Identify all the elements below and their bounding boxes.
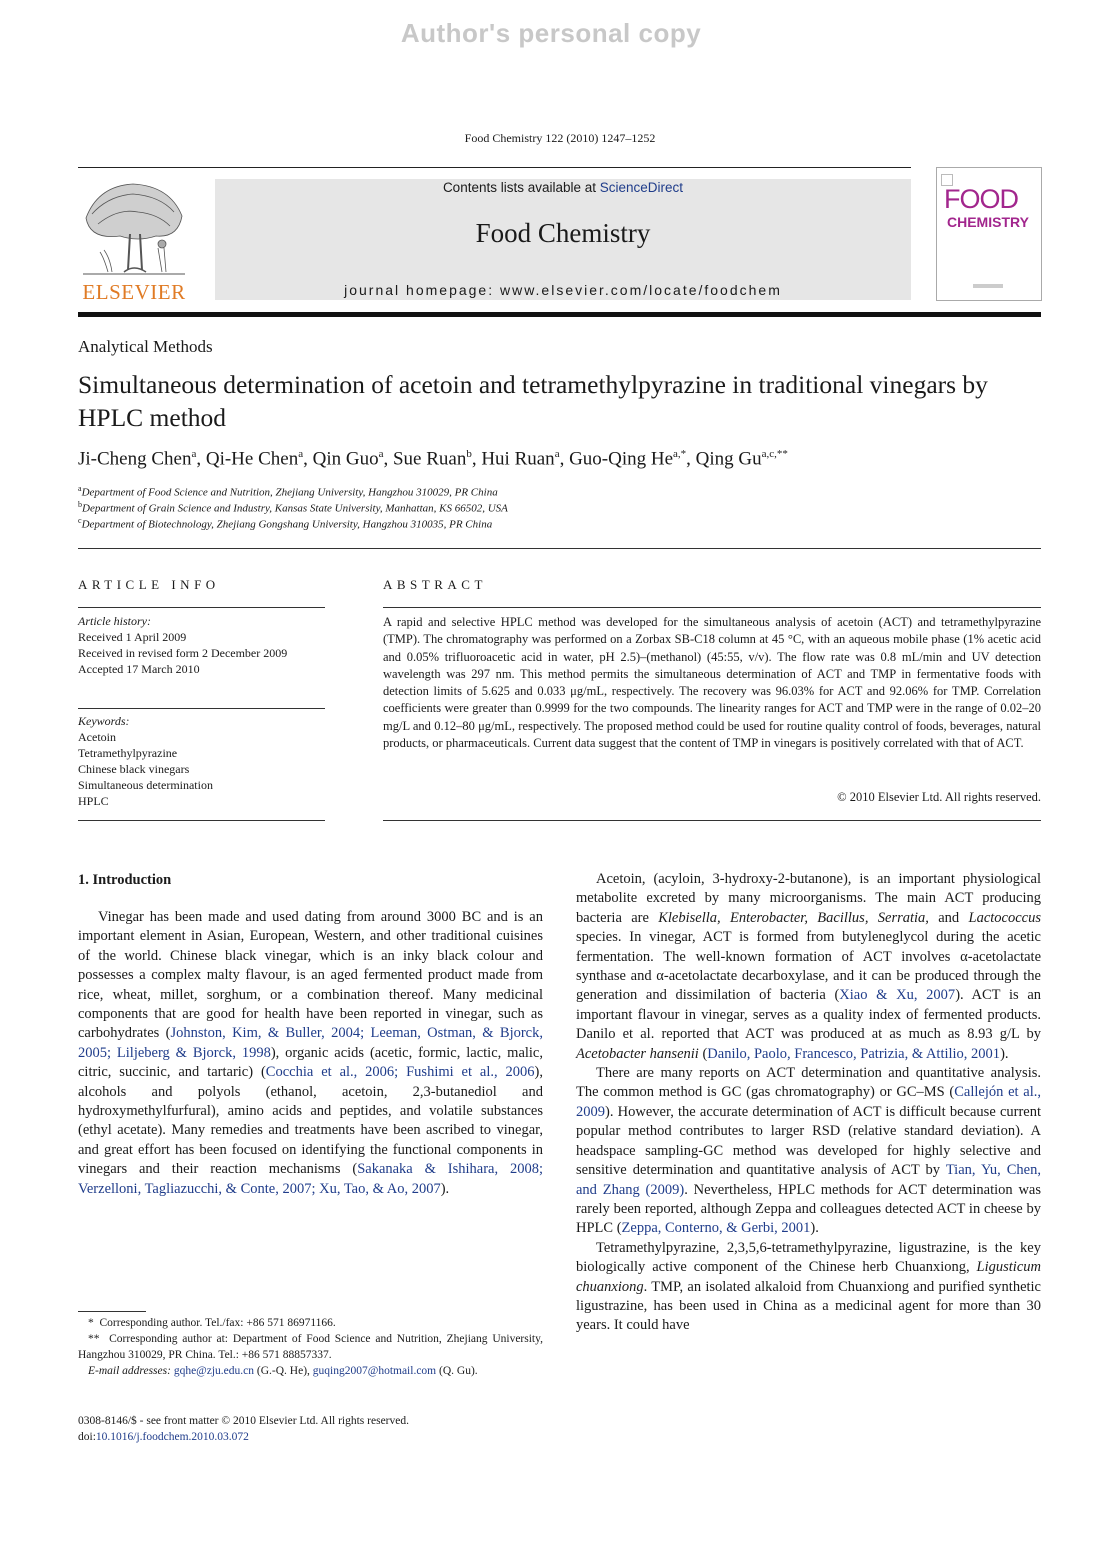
- intro-heading: 1. Introduction: [78, 872, 172, 888]
- text-run: ), organic acids (acetic, formic, lactic, malic, citric, succinic, and tartaric) (: [78, 1044, 543, 1081]
- keyword: HPLC: [78, 794, 109, 808]
- author: Ji-Cheng Chen: [78, 448, 192, 470]
- contents-line: [215, 180, 911, 195]
- text-run: Tetramethylpyrazine, 2,3,5,6-tetramethylpyrazine, ligustrazine, is the key biologically active component of the Chinese herb Chuanxiong,: [576, 1239, 1041, 1276]
- watermark: Author's personal copy: [400, 18, 702, 48]
- email-owner: (Q. Gu).: [436, 1365, 478, 1377]
- keyword: Tetramethylpyrazine: [78, 746, 178, 760]
- email-link[interactable]: guqing2007@hotmail.com: [312, 1365, 437, 1377]
- text-run: and: [928, 909, 969, 926]
- abstract-text: A rapid and selective HPLC method was developed for the simultaneous analysis of acetoin (ACT) and tetramethylpyrazine (TMP). The chromatography was performed on a Zorbax SB-C18 column at 45 °C, with an aqueous mobile phase (1% acetic acid and 0.05% trifluoroacetic acid in water, pH 2.5)–(methanol) (45:55, v/v). The flow rate was 0.8 mL/min and UV detection wavelength was 297 nm. This method permits the simultaneous determination of ACT and TMP in fermentative foods with detection limits of 5.625 and 0.033 μg/mL, respectively. The recovery was 96.03% for ACT and 92.06% for TMP. Correlation coefficients were greater than 0.9999 for the two compounds. The linearity ranges for ACT and TMP were in the range of 0.02–20 mg/L and 0.12–80 μg/mL, respectively. The proposed method could be used for routine quality control of foods, beverages, natural products, or pharmaceuticals. Current data suggest that the content of TMP in vinegars is positively correlated with that of ACT.: [383, 615, 1041, 751]
- text-run: ).: [440, 1180, 450, 1197]
- keywords-block: [78, 713, 328, 809]
- intro-paragraph: [78, 908, 543, 1199]
- footnote-emails: [78, 1363, 543, 1379]
- text-run: . TMP, an isolated alkaloid from Chuanxiong and purified synthetic ligustrazine, has been used in China as a medicinal agent for more than 30 years. It could have: [576, 1278, 1041, 1334]
- abstract-copyright: © 2010 Elsevier Ltd. All rights reserved.: [837, 790, 1041, 804]
- intro-right-column: [576, 870, 1041, 1336]
- journal-title: Food Chemistry: [475, 218, 651, 248]
- text-run-italic: Acetobacter hansenii: [576, 1045, 699, 1062]
- text-run: Vinegar has been made and used dating from around 3000 BC and is an important element in Asian, European, Western, and other traditional cuisines of the world. Chinese black vinegar, which is an inky black colour and possesses a complex malty flavour, is an aged fermented product made from rice, wheat, millet, sorghum, or a combination thereof. Many medicinal components that are good for health have been reported in vinegar, such as carbohydrates (: [78, 909, 543, 1042]
- text-run: ).: [810, 1220, 819, 1237]
- text-run: Acetoin, (acyloin, 3-hydroxy-2-butanone), is an important physiological metabolite excreted by many microorganisms. The main ACT producing bacteria are: [576, 871, 1041, 926]
- reference-link[interactable]: Xiao & Xu, 2007: [839, 987, 956, 1004]
- cover-title-food: FOOD: [944, 184, 1018, 214]
- journal-citation: Food Chemistry 122 (2010) 1247–1252: [464, 131, 656, 145]
- email-label: E-mail addresses:: [88, 1365, 171, 1377]
- text-run-italic: Klebisella, Enterobacter, Bacillus, Serratia,: [658, 909, 929, 926]
- text-run: ). ACT is an important flavour in vinegar, serves as a quality index of fermented products. Danilo et al. reported that ACT was produced at as much as 8.93 g/L by: [576, 987, 1042, 1043]
- sciencedirect-link[interactable]: ScienceDirect: [599, 180, 684, 195]
- affiliation-text: Department of Biotechnology, Zhejiang Gongshang University, Hangzhou 310035, PR China: [81, 518, 493, 531]
- footnote-text: Corresponding author at: Department of Food Science and Nutrition, Zhejiang University, Hangzhou 310029, PR China. Tel.: +86 571 88857337.: [78, 1333, 543, 1361]
- issn-line: 0308-8146/$ - see front matter © 2010 Elsevier Ltd. All rights reserved.: [78, 1415, 409, 1427]
- footnote-text: Corresponding author. Tel./fax: +86 571 86971166.: [99, 1317, 336, 1329]
- reference-link[interactable]: Zeppa, Conterno, & Gerbi, 2001: [621, 1220, 811, 1237]
- text-run: ), alcohols and polyols (ethanol, acetoin, 2,3-butanediol and hydroxymethylfurfural), amino acids and peptides, and volatile substances (ethyl acetate). Many remedies and treatments have been ascribed to vinegar, and great effort has been focused on identifying the functional components in vinegars and their reaction mechanisms (: [78, 1064, 544, 1178]
- author-sup: a: [298, 448, 304, 460]
- history-item: Accepted 17 March 2010: [78, 662, 200, 676]
- affiliation-sup: b: [78, 500, 82, 509]
- author-sup: a: [554, 448, 560, 460]
- article-info-heading: ARTICLE INFO: [78, 577, 220, 592]
- doi-line: [78, 1429, 249, 1445]
- author: Qin Guo: [312, 448, 379, 470]
- text-run-italic: Lactococcus: [968, 909, 1041, 926]
- author: Qing Gu: [695, 448, 762, 470]
- journal-homepage[interactable]: journal homepage: www.elsevier.com/locate/foodchem: [344, 282, 782, 298]
- history-item: Received 1 April 2009: [78, 630, 187, 644]
- footnote-rule: [78, 1311, 146, 1312]
- keywords-rule: [78, 708, 325, 709]
- footnote-1: * Corresponding author. Tel./fax: +86 571 86971166.: [88, 1317, 336, 1329]
- affiliation-b: [78, 500, 508, 515]
- article-info-bottom-rule: [78, 820, 325, 821]
- publisher-logo-text: ELSEVIER: [82, 280, 186, 304]
- history-item: Received in revised form 2 December 2009: [78, 646, 288, 660]
- author: Sue Ruan: [392, 448, 467, 470]
- text-run: (: [698, 1045, 708, 1062]
- affiliation-a: [78, 484, 498, 499]
- author: Guo-Qing He: [569, 448, 674, 470]
- author-sup: a,c,**: [761, 448, 788, 460]
- footnote-2: ** Corresponding author at: Department of Food Science and Nutrition, Zhejiang University, Hangzhou 310029, PR China. Tel.: +86 571 88857337.: [78, 1333, 543, 1361]
- text-run: . Nevertheless, HPLC methods for ACT determination was rarely been reported, although Zeppa and colleagues detected ACT in cheese by HPLC (: [576, 1181, 1041, 1237]
- history-label: Article history:: [78, 614, 151, 628]
- affiliation-rule: [78, 548, 1041, 549]
- text-run: ). However, the accurate determination of ACT is difficult because current popular method contributes to larger RSD (relative standard deviation). A headspace sampling-GC method was developed for highly selective and sensitive determination and quantitative analysis of ACT by: [576, 1103, 1041, 1179]
- text-run: species. In vinegar, ACT is formed from butyleneglycol during the acetic fermentation. The well-known formation of ACT involves α-acetolactate synthase and α-acetolactate decarboxylase, and it can be produced through the generation and dissimilation of bacteria (: [576, 929, 1041, 1004]
- text-run-italic: Ligusticum chuanxiong: [576, 1259, 1041, 1295]
- doi-label: doi:: [78, 1431, 96, 1443]
- text-run: There are many reports on ACT determination and quantitative analysis. The common method is GC (gas chromatography) or GC–MS (: [576, 1065, 1041, 1101]
- intro-paragraph: [576, 870, 1041, 1064]
- affiliation-text: Department of Food Science and Nutrition, Zhejiang University, Hangzhou 310029, PR China: [81, 486, 498, 499]
- reference-link[interactable]: Johnston, Kim, & Buller, 2004; Leeman, Ostman, & Bjorck, 2005; Liljeberg & Bjorck, 1998: [78, 1025, 543, 1061]
- keyword: Simultaneous determination: [78, 778, 213, 792]
- intro-paragraph: [576, 1064, 1041, 1239]
- section-label: Analytical Methods: [78, 337, 213, 356]
- header-thick-rule: [78, 312, 1041, 317]
- keyword: Acetoin: [78, 730, 116, 744]
- author-sup: b: [466, 448, 472, 460]
- abstract-rule: [383, 607, 1041, 608]
- doi-link[interactable]: 10.1016/j.foodchem.2010.03.072: [95, 1431, 249, 1443]
- contents-prefix: Contents lists available at: [442, 180, 600, 195]
- author: Hui Ruan: [481, 448, 555, 470]
- article-info-rule: [78, 607, 325, 608]
- cover-title-chemistry: CHEMISTRY: [947, 214, 1029, 230]
- article-title: Simultaneous determination of acetoin and tetramethylpyrazine in traditional vinegars by HPLC method: [78, 370, 988, 432]
- intro-paragraph: [576, 1239, 1041, 1336]
- reference-link[interactable]: Tian, Yu, Chen, and Zhang (2009): [576, 1162, 1041, 1198]
- header-rule: [78, 167, 911, 168]
- reference-link[interactable]: Callejón et al., 2009: [576, 1084, 1041, 1120]
- author-sup: a: [378, 448, 384, 460]
- footnotes: [78, 1315, 543, 1379]
- keyword: Chinese black vinegars: [78, 762, 190, 776]
- affiliation-sup: a: [78, 484, 82, 493]
- intro-left-column: [78, 908, 543, 1199]
- cover-footer-icon: [973, 284, 1003, 288]
- reference-link[interactable]: Sakanaka & Ishihara, 2008; Verzelloni, Tagliazucchi, & Conte, 2007; Xu, Tao, & Ao, 2007: [78, 1161, 543, 1197]
- reference-link[interactable]: Danilo, Paolo, Francesco, Patrizia, & Attilio, 2001: [707, 1045, 1001, 1062]
- author-list: Ji-Cheng Chen$^a$, Qi-He Chen$^a$, Qin Guo$^a$, Sue Ruan$^b$, Hui Ruan$^a$, Guo-Qing $He^{a,*}$, Qing $Gu^{a,c,**}$: [78, 448, 788, 470]
- abstract-bottom-rule: [383, 820, 1041, 821]
- affiliation-sup: c: [78, 516, 82, 525]
- abstract-heading: ABSTRACT: [383, 577, 487, 592]
- elsevier-logo: [78, 178, 190, 302]
- text-run: ).: [1000, 1045, 1009, 1062]
- author-sup: a: [191, 448, 197, 460]
- author-sup: a,*: [673, 448, 687, 460]
- email-link[interactable]: gqhe@zju.edu.cn: [173, 1365, 255, 1377]
- keywords-label: Keywords:: [78, 714, 130, 728]
- email-owner: (G.-Q. He),: [254, 1365, 313, 1377]
- article-history: [78, 613, 328, 677]
- affiliation-text: Department of Grain Science and Industry, Kansas State University, Manhattan, KS 66502, USA: [82, 502, 508, 515]
- reference-link[interactable]: Cocchia et al., 2006; Fushimi et al., 2006: [265, 1064, 535, 1081]
- affiliation-c: [78, 516, 492, 531]
- author: Qi-He Chen: [205, 448, 299, 470]
